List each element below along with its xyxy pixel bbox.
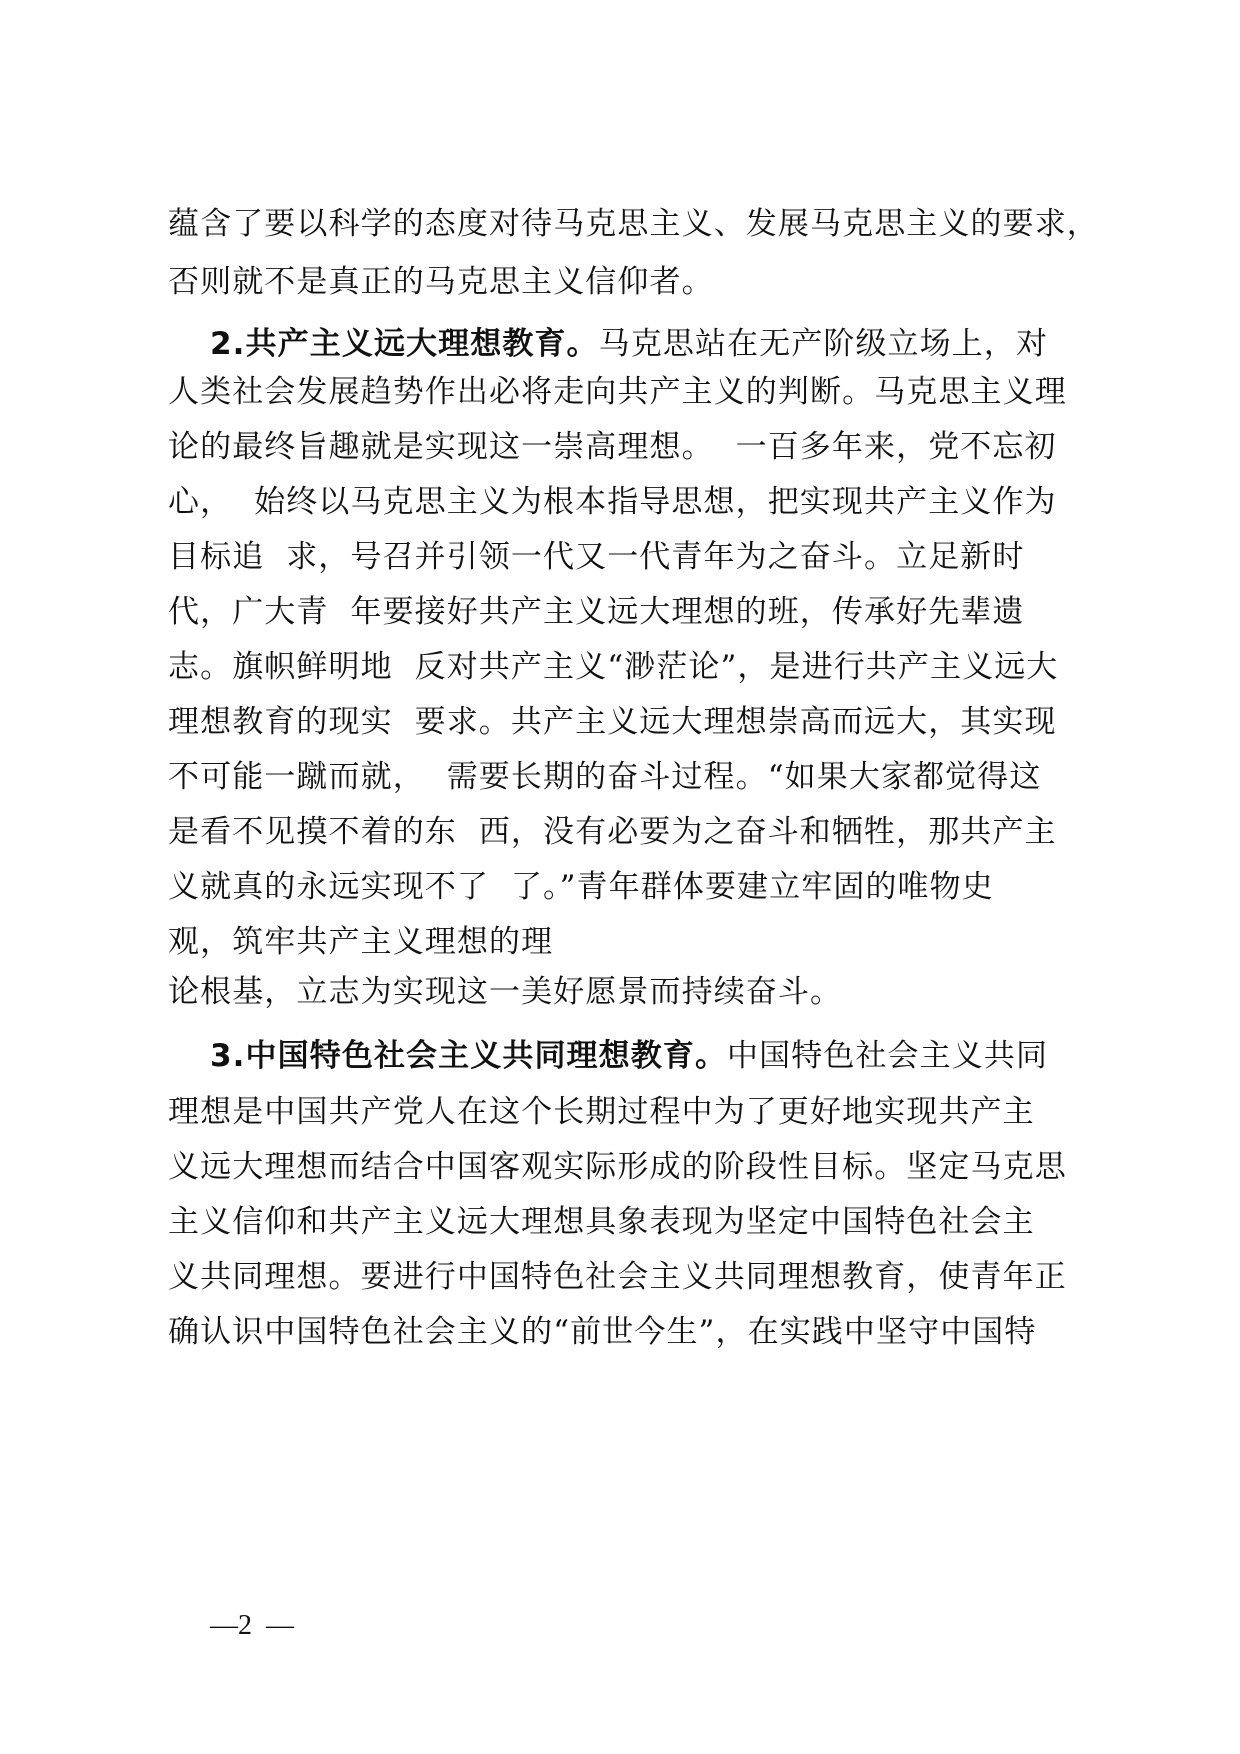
- text-line: 否则就不是真正的马克思主义信仰者。: [168, 264, 714, 300]
- paragraph-first-line: [210, 324, 1048, 364]
- text-line: 心， 始终以马克思主义为根本指导思想，把实现共产主义作为: [168, 484, 1057, 520]
- section-heading-3: 3.中国特色社会主义共同理想教育。: [210, 1038, 728, 1074]
- text-line: 主义信仰和共产主义远大理想具象表现为坚定中国特色社会主: [168, 1204, 1035, 1240]
- text-line: 蕴含了要以科学的态度对待马克思主义、发展马克思主义的要求，: [168, 206, 1099, 242]
- section-heading-2: 2.共产主义远大理想教育。: [210, 326, 599, 362]
- text-line: 论根基，立志为实现这一美好愿景而持续奋斗。: [168, 974, 843, 1010]
- text-line: 义共同理想。要进行中国特色社会主义共同理想教育，使青年正: [168, 1259, 1067, 1295]
- text-line: 义远大理想而结合中国客观实际形成的阶段性目标。坚定马克思: [168, 1149, 1067, 1185]
- page-number: —2 —: [210, 1610, 294, 1641]
- text-line: 理想是中国共产党人在这个长期过程中为了更好地实现共产主: [168, 1094, 1035, 1130]
- text-segment: 马克思站在无产阶级立场上，对: [598, 326, 1049, 362]
- paragraph-first-line: [210, 1036, 1048, 1076]
- text-line: 理想教育的现实 要求。共产主义远大理想崇高而远大，其实现: [168, 704, 1057, 740]
- text-line: 志。旗帜鲜明地 反对共产主义“渺茫论”，是进行共产主义远大: [168, 649, 1059, 685]
- text-segment: 中国特色社会主义共同: [727, 1038, 1049, 1074]
- text-line: 人类社会发展趋势作出必将走向共产主义的判断。马克思主义理: [168, 374, 1067, 410]
- text-line: 目标追 求，号召并引领一代又一代青年为之奋斗。立足新时: [168, 539, 1025, 575]
- text-line: 义就真的永远实现不了 了。”青年群体要建立牢固的唯物史: [168, 869, 994, 905]
- text-line: 确认识中国特色社会主义的“前世今生”，在实践中坚守中国特: [168, 1314, 1037, 1350]
- text-line: 观，筑牢共产主义理想的理: [168, 924, 554, 960]
- text-line: 是看不见摸不着的东 西，没有必要为之奋斗和牺牲，那共产主: [168, 814, 1057, 850]
- text-line: 不可能一蹴而就， 需要长期的奋斗过程。“如果大家都觉得这: [168, 759, 1042, 795]
- text-line: 代，广大青 年要接好共产主义远大理想的班，传承好先辈遗: [168, 594, 1025, 630]
- text-line: 论的最终旨趣就是实现这一崇高理想。 一百多年来，党不忘初: [168, 429, 1057, 465]
